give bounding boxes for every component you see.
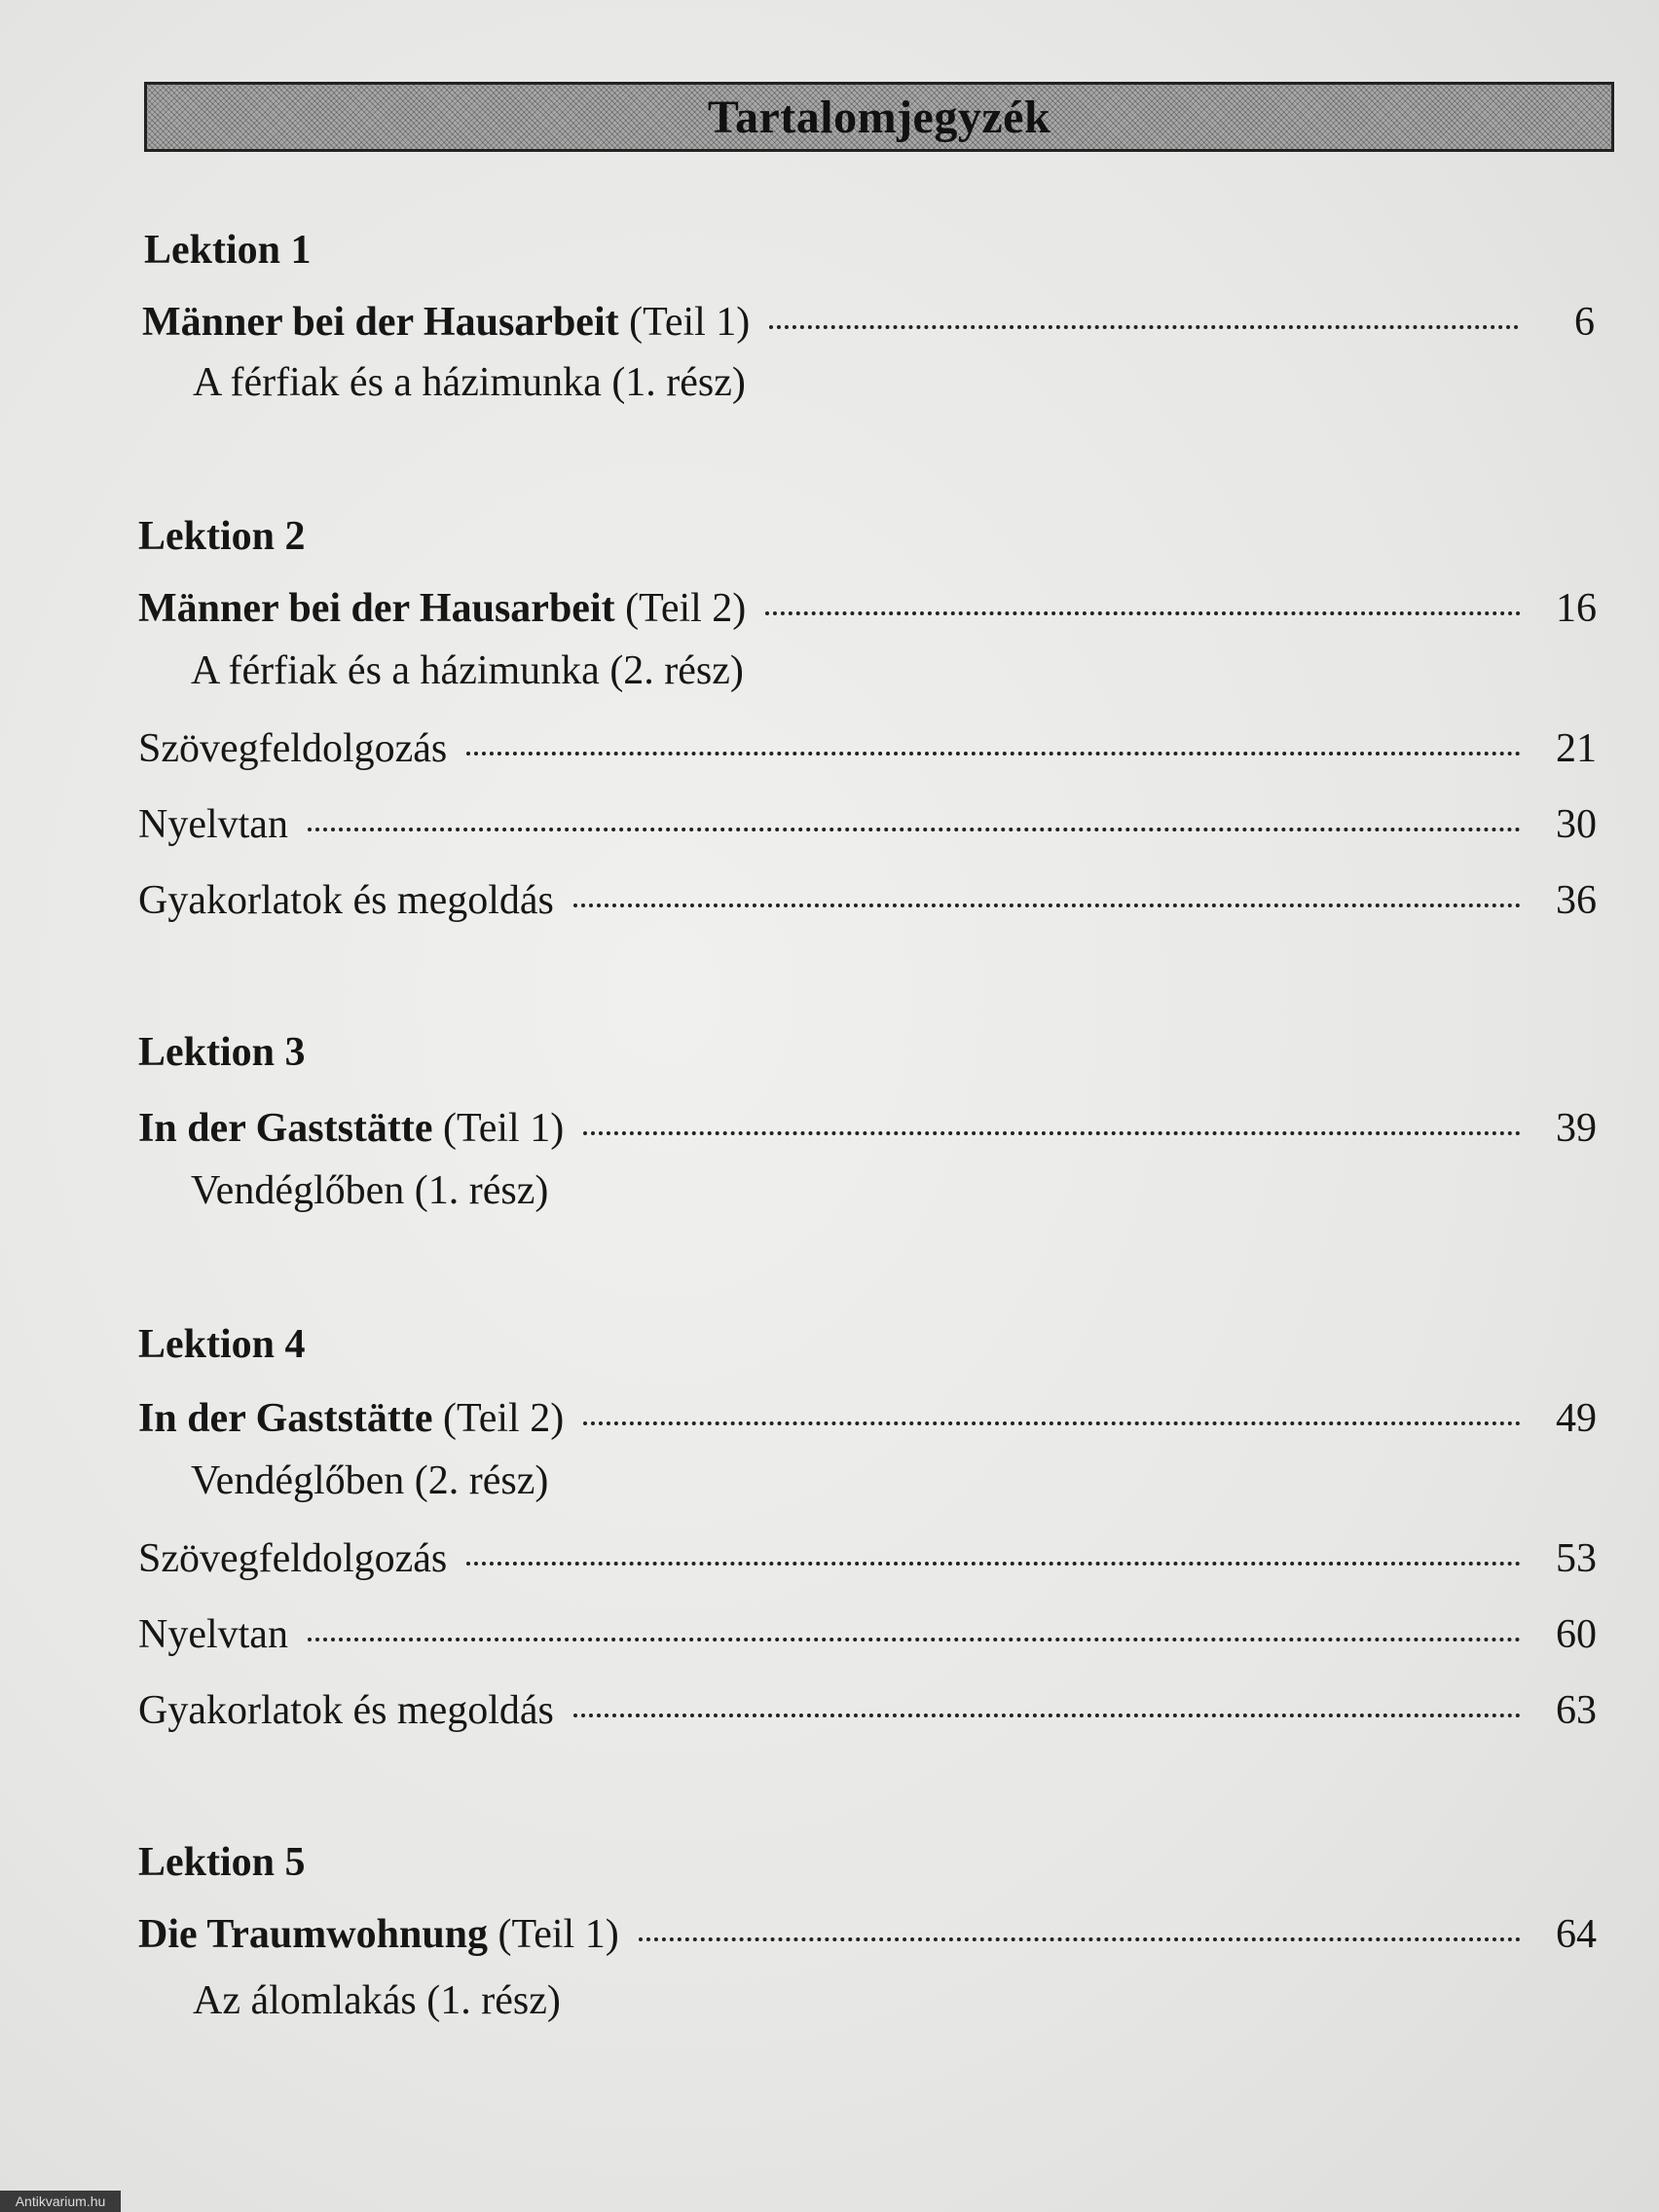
toc-entry[interactable] [138,1686,1597,1735]
toc-entry[interactable] [138,800,1597,849]
page-number: 53 [1556,1536,1597,1581]
toc-entry[interactable] [138,724,1597,773]
page-number: 64 [1556,1912,1597,1957]
toc-entry[interactable] [142,298,1595,347]
leader-dots [466,1562,1521,1566]
lektion-heading: Lektion 4 [138,1322,306,1367]
page-number: 30 [1556,802,1597,847]
page-number: 36 [1556,878,1597,923]
entry-title: Gyakorlatok és megoldás [138,1688,554,1733]
toc-entry[interactable] [138,1610,1597,1659]
entry-subtitle: Vendéglőben (2. rész) [191,1458,549,1503]
page-number: 21 [1556,726,1597,771]
entry-title: Die Traumwohnung (Teil 1) [138,1912,619,1957]
entry-subtitle: Vendéglőben (1. rész) [191,1168,549,1213]
entry-title: In der Gaststätte (Teil 2) [138,1396,565,1441]
toc-entry[interactable] [138,1910,1597,1959]
watermark-label: Antikvarium.hu [0,2191,121,2212]
page-number: 16 [1556,586,1597,631]
lektion-heading: Lektion 2 [138,514,306,559]
leader-dots [639,1937,1521,1941]
toc-entry[interactable] [138,876,1597,925]
leader-dots [765,611,1521,615]
entry-title: Männer bei der Hausarbeit (Teil 2) [138,586,747,631]
entry-subtitle: Az álomlakás (1. rész) [193,1978,561,2023]
entry-title: Szövegfeldolgozás [138,726,448,771]
toc-entry[interactable] [138,1534,1597,1583]
entry-title: Nyelvtan [138,1612,288,1657]
entry-subtitle: A férfiak és a házimunka (1. rész) [193,360,746,405]
entry-title: Szövegfeldolgozás [138,1536,448,1581]
entry-subtitle: A férfiak és a házimunka (2. rész) [191,648,744,693]
page-title: Tartalomjegyzék [707,91,1051,143]
toc-entry[interactable] [138,1394,1597,1443]
leader-dots [466,752,1521,756]
entry-title: Männer bei der Hausarbeit (Teil 1) [142,300,751,345]
lektion-heading: Lektion 1 [144,228,312,273]
leader-dots [769,325,1519,329]
leader-dots [308,1638,1521,1641]
page-number: 6 [1574,300,1595,345]
toc-entry[interactable] [138,1104,1597,1153]
lektion-heading: Lektion 5 [138,1840,306,1885]
entry-title: Gyakorlatok és megoldás [138,878,554,923]
page-number: 39 [1556,1106,1597,1151]
toc-entry[interactable] [138,584,1597,633]
page-number: 63 [1556,1688,1597,1733]
leader-dots [308,828,1521,831]
leader-dots [573,1714,1521,1717]
page-number: 49 [1556,1396,1597,1441]
leader-dots [583,1131,1521,1135]
entry-title: Nyelvtan [138,802,288,847]
leader-dots [583,1421,1521,1425]
leader-dots [573,903,1521,907]
entry-title: In der Gaststätte (Teil 1) [138,1106,565,1151]
lektion-heading: Lektion 3 [138,1030,306,1075]
page-number: 60 [1556,1612,1597,1657]
